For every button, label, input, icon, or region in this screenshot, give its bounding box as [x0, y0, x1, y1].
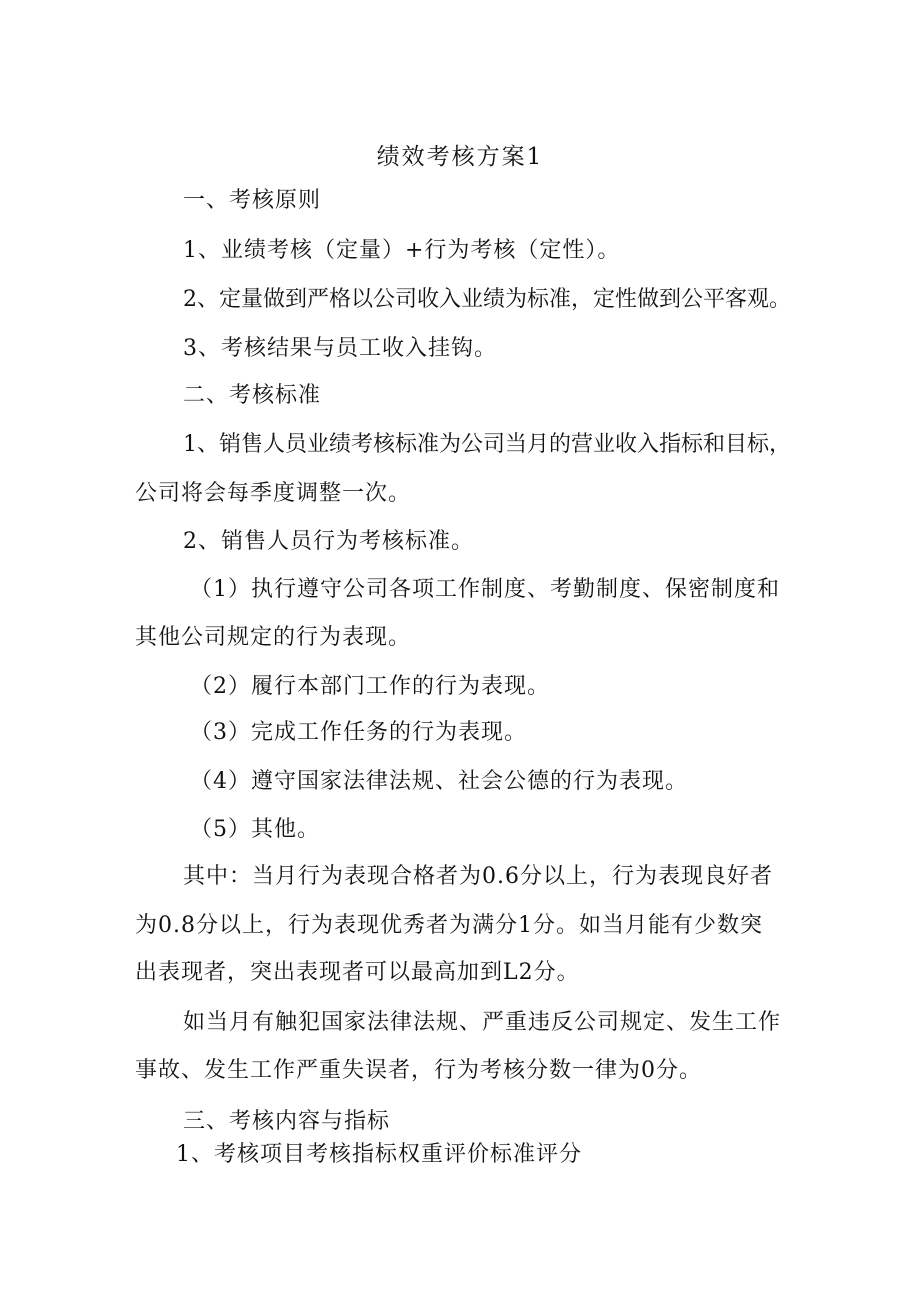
paragraph-line: 出表现者，突出表现者可以最高加到L2分。 — [135, 960, 580, 985]
paragraph-line: 公司将会每季度调整一次。 — [135, 481, 412, 506]
paragraph-line: 事故、发生工作严重失误者，行为考核分数一律为0分。 — [135, 1058, 702, 1083]
document-title: 绩效考核方案1 — [376, 144, 544, 170]
paragraph-line: 1、业绩考核（定量）+行为考核（定性）。 — [183, 238, 621, 263]
paragraph-line: 3、考核结果与员工收入挂钩。 — [183, 336, 497, 361]
section-heading-standards: 二、考核标准 — [183, 383, 322, 408]
list-item-continuation: 其他公司规定的行为表现。 — [135, 625, 412, 650]
paragraph-line: 为0.8分以上，行为表现优秀者为满分1分。如当月能有少数突 — [135, 913, 763, 938]
paragraph-line: 2、销售人员行为考核标准。 — [183, 529, 474, 554]
list-item: （4）遵守国家法律法规、社会公德的行为表现。 — [190, 769, 688, 794]
paragraph-line: 其中：当月行为表现合格者为0.6分以上，行为表现良好者 — [183, 864, 773, 889]
paragraph-line: 1、销售人员业绩考核标准为公司当月的营业收入指标和目标， — [183, 432, 791, 457]
section-heading-principles: 一、考核原则 — [183, 188, 322, 213]
paragraph-line: 2、定量做到严格以公司收入业绩为标准，定性做到公平客观。 — [183, 287, 791, 312]
list-item: （3）完成工作任务的行为表现。 — [190, 720, 527, 745]
paragraph-line: 1、考核项目考核指标权重评价标准评分 — [176, 1142, 582, 1167]
list-item: （5）其他。 — [190, 817, 320, 842]
paragraph-line: 如当月有触犯国家法律法规、严重违反公司规定、发生工作 — [183, 1010, 782, 1035]
list-item: （1）执行遵守公司各项工作制度、考勤制度、保密制度和 — [190, 577, 780, 602]
section-heading-content: 三、考核内容与指标 — [183, 1109, 391, 1134]
list-item: （2）履行本部门工作的行为表现。 — [190, 674, 550, 699]
